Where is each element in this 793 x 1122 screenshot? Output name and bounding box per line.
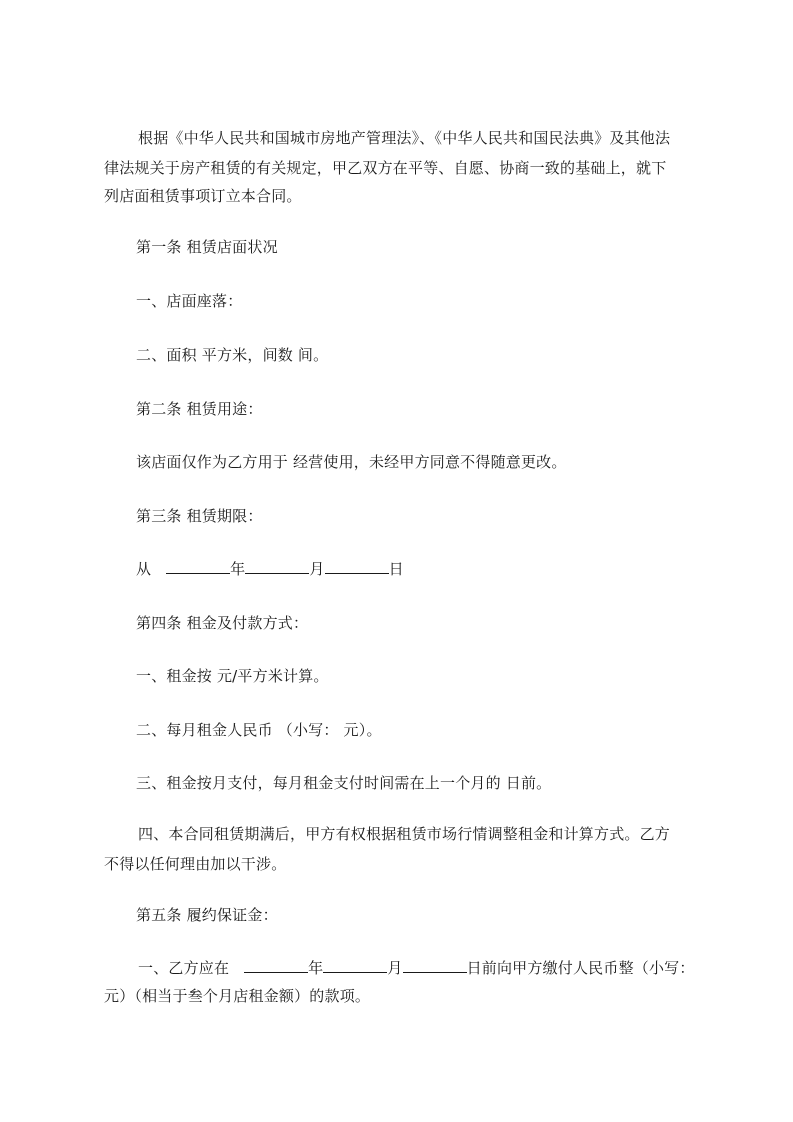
article-3-title: 第三条 租赁期限： — [136, 507, 263, 525]
deposit-suffix: 日前向甲方缴付人民币整（小写： — [466, 959, 695, 977]
article-2-title: 第二条 租赁用途： — [136, 400, 263, 418]
deposit-year-label: 年 — [308, 959, 324, 977]
article-1-title: 第一条 租赁店面状况 — [136, 238, 278, 256]
from-label: 从 — [136, 560, 152, 578]
article-4-item-3: 三、租金按月支付，每月租金支付时间需在上一个月的 日前。 — [136, 774, 552, 792]
article-2-body: 该店面仅作为乙方用于 经营使用，未经甲方同意不得随意更改。 — [136, 453, 567, 471]
intro-line-2: 律法规关于房产租赁的有关规定，甲乙双方在平等、自愿、协商一致的基础上，就下 — [104, 159, 667, 177]
deposit-prefix: 一、乙方应在 — [138, 959, 230, 977]
article-5-title: 第五条 履约保证金： — [136, 906, 278, 924]
article-4-item-2: 二、每月租金人民币 （小写： 元）。 — [136, 721, 382, 739]
year-label: 年 — [230, 560, 246, 578]
article-1-item-1: 一、店面座落： — [136, 292, 243, 310]
article-4-item-4-line-1: 四、本合同租赁期满后，甲方有权根据租赁市场行情调整租金和计算方式。乙方 — [138, 825, 671, 843]
month-label: 月 — [309, 560, 325, 578]
article-4-item-1: 一、租金按 元/平方米计算。 — [136, 667, 329, 685]
article-4-item-4-line-2: 不得以任何理由加以干涉。 — [104, 855, 287, 873]
article-3-period — [136, 559, 404, 579]
intro-line-3: 列店面租赁事项订立本合同。 — [104, 187, 302, 205]
deposit-month-label: 月 — [387, 959, 403, 977]
article-4-title: 第四条 租金及付款方式： — [136, 614, 309, 632]
article-5-item-1-line-2: 元）（相当于叁个月店租金额）的款项。 — [104, 987, 371, 1005]
article-1-item-2: 二、面积 平方米，间数 间。 — [136, 346, 329, 364]
day-label: 日 — [388, 560, 404, 578]
deposit-day-blank — [403, 958, 467, 973]
start-year-blank — [166, 559, 230, 574]
intro-line-1: 根据《中华人民共和国城市房地产管理法》、《中华人民共和国民法典》及其他法 — [138, 129, 671, 147]
article-5-item-1-line-1 — [138, 958, 695, 978]
start-day-blank — [325, 559, 389, 574]
start-month-blank — [245, 559, 309, 574]
deposit-year-blank — [244, 958, 308, 973]
deposit-month-blank — [323, 958, 387, 973]
